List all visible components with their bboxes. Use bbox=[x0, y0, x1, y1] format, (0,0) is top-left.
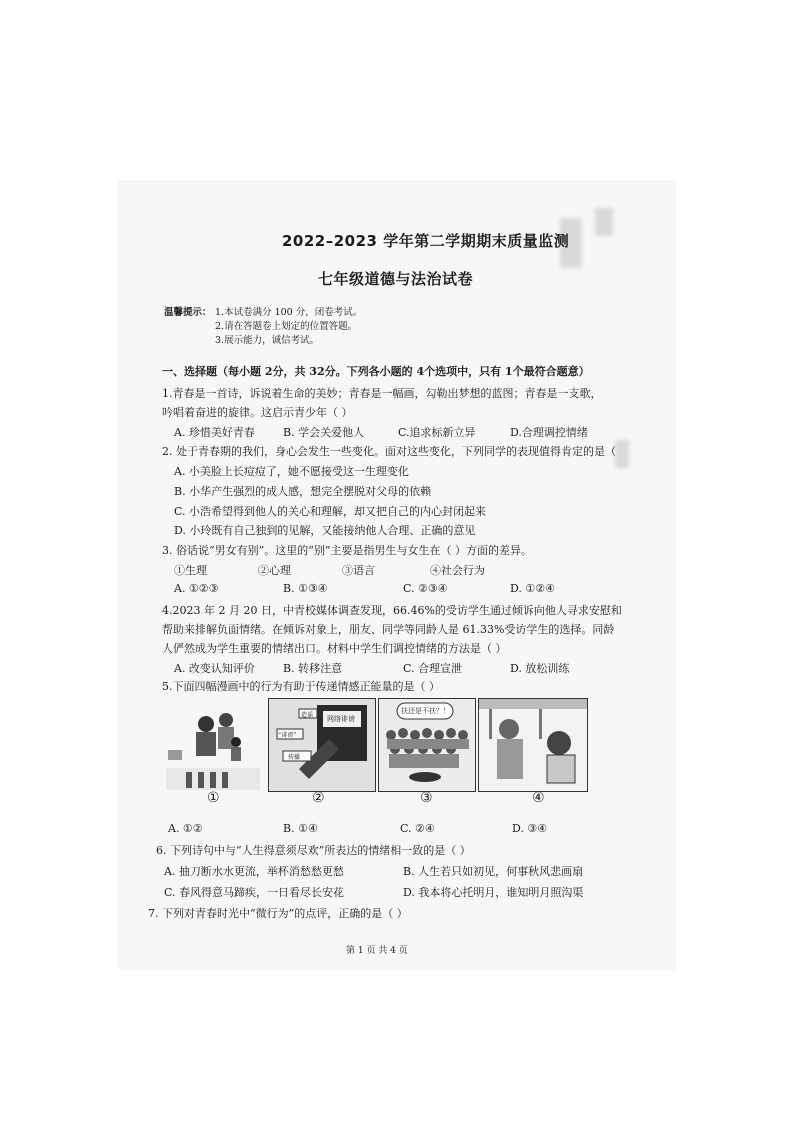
bus-seat-cartoon bbox=[479, 699, 587, 791]
option: C. 小浩希望得到他人的关心和理解，却又把自己的内心封闭起来 bbox=[174, 505, 487, 518]
crossing-cartoon bbox=[166, 698, 260, 790]
option: B. 学会关爱他人 bbox=[283, 426, 365, 439]
panel-number: ② bbox=[312, 790, 325, 806]
question-stem: 3. 俗话说“男女有别”。这里的“别”主要是指男生与女生在（ ）方面的差异。 bbox=[162, 544, 532, 557]
item: ②心理 bbox=[258, 564, 291, 577]
option: C. ②④ bbox=[400, 822, 435, 835]
question-stem: 吟唱着奋进的旋律。这启示青少年（ ） bbox=[162, 406, 353, 419]
item: ④社会行为 bbox=[430, 564, 485, 577]
panel-number: ① bbox=[207, 790, 220, 806]
cartoon-panel-3 bbox=[378, 698, 476, 792]
cartoon-label: 网络诽谤 bbox=[327, 715, 355, 723]
option: C. 合理宣泄 bbox=[403, 662, 463, 675]
question-stem: 2. 处于青春期的我们，身心会发生一些变化。面对这些变化，下列同学的表现值得肯定的是（ bbox=[162, 445, 616, 458]
note-line: 3.展示能力，诚信考试。 bbox=[215, 335, 320, 346]
panel-number: ④ bbox=[532, 790, 545, 806]
cartoon-panel-1 bbox=[166, 698, 260, 790]
option: A. 改变认知评价 bbox=[174, 662, 255, 675]
panel-number: ③ bbox=[420, 790, 433, 806]
item: ①生理 bbox=[174, 564, 207, 577]
option: B. 小华产生强烈的成人感，想完全摆脱对父母的依赖 bbox=[174, 485, 432, 498]
note-line: 2.请在答题卷上划定的位置答题。 bbox=[215, 321, 358, 332]
option: A. 小美脸上长痘痘了，她不愿接受这一生理变化 bbox=[174, 465, 409, 478]
question-stem: 帮助来排解负面情绪。在倾诉对象上，朋友、同学等同龄人是 61.33%受访学生的选择。同龄 bbox=[162, 623, 615, 636]
option: A. 珍惜美好青春 bbox=[174, 426, 255, 439]
cartoon-panel-2 bbox=[268, 698, 376, 792]
item: ③语言 bbox=[342, 564, 375, 577]
page-footer: 第 1 页 共 4 页 bbox=[346, 946, 408, 956]
cartoon-label: 扶还是不扶？！ bbox=[401, 707, 450, 715]
option: A. ①② bbox=[168, 822, 203, 835]
redaction-patch bbox=[595, 208, 613, 236]
option: C. 春风得意马蹄疾，一日看尽长安花 bbox=[164, 886, 345, 899]
option: D. ③④ bbox=[512, 822, 548, 835]
section-heading: 一、选择题（每小题 2分，共 32分。下列各小题的 4个选项中，只有 1个最符合题意） bbox=[162, 365, 590, 378]
option: D. 我本将心托明月，谁知明月照沟渠 bbox=[403, 886, 584, 899]
option: D. 放松训练 bbox=[510, 662, 570, 675]
question-stem: 1.青春是一首诗，诉说着生命的美妙；青春是一幅画，勾勒出梦想的蓝图；青春是一支歌， bbox=[162, 387, 602, 400]
redaction-patch bbox=[615, 440, 629, 468]
cartoon-label: 传播 bbox=[288, 754, 301, 761]
option: A. ①②③ bbox=[174, 582, 219, 595]
option: A. 抽刀断水水更流，举杯消愁愁更愁 bbox=[164, 865, 344, 878]
exam-title: 2022–2023 学年第二学期期末质量监测 bbox=[282, 232, 570, 250]
question-stem: 6. 下列诗句中与“人生得意须尽欢”所表达的情绪相一致的是（ ） bbox=[156, 844, 471, 857]
notes-label: 温馨提示： bbox=[164, 307, 212, 318]
option: D.合理调控情绪 bbox=[510, 426, 588, 439]
option: D. 小玲既有自己独到的见解，又能接纳他人合理、正确的意见 bbox=[174, 524, 476, 537]
note-line: 1.本试卷满分 100 分，闭卷考试。 bbox=[215, 307, 363, 318]
cartoon-panel-4 bbox=[478, 698, 588, 792]
question-stem: 5.下面四幅漫画中的行为有助于传递情感正能量的是（ ） bbox=[162, 680, 440, 693]
option: B. 转移注意 bbox=[283, 662, 343, 675]
option: B. ①③④ bbox=[283, 582, 328, 595]
option: B. 人生若只如初见，何事秋风悲画扇 bbox=[403, 865, 584, 878]
question-stem: 人俨然成为学生重要的情绪出口。材料中学生们调控情绪的方法是（ ） bbox=[162, 642, 507, 655]
option: B. ①④ bbox=[283, 822, 318, 835]
exam-subtitle: 七年级道德与法治试卷 bbox=[318, 270, 474, 288]
cartoon-label: “诽谤” bbox=[278, 732, 297, 739]
option: C. ②③④ bbox=[403, 582, 448, 595]
cartoon-label: 造谣 bbox=[301, 712, 314, 719]
option: C.追求标新立异 bbox=[398, 426, 476, 439]
online-slander-cartoon bbox=[269, 699, 375, 791]
option: D. ①②④ bbox=[510, 582, 556, 595]
question-stem: 7. 下列对青春时光中“微行为”的点评，正确的是（ ） bbox=[148, 907, 408, 920]
question-stem: 4.2023 年 2 月 20 日，中青校媒体调查发现，66.46%的受访学生通过倾诉向他人寻求安慰和 bbox=[162, 604, 622, 617]
